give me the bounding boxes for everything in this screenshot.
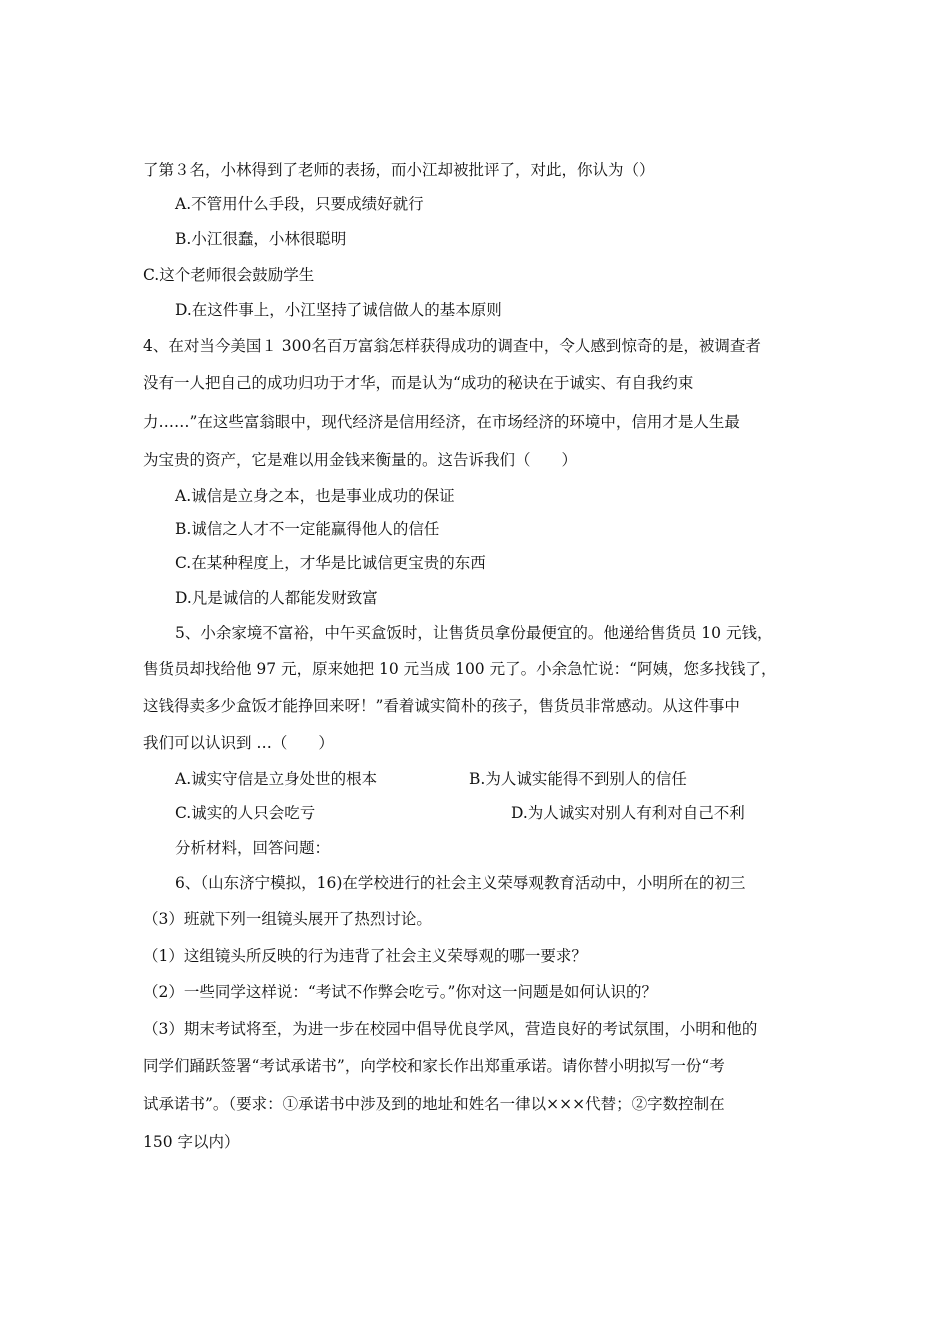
- q4-stem-line-2: 没有一人把自己的成功归功于才华，而是认为“成功的秘诀在于诚实、有自我约束: [143, 374, 694, 392]
- q6-sub-3-line-3: 试承诺书”。（要求：①承诺书中涉及到的地址和姓名一律以×××代替；②字数控制在: [143, 1095, 725, 1113]
- q3-option-b: B.小江很蠢，小林很聪明: [175, 230, 347, 248]
- q3-stem-tail: 了第３名，小林得到了老师的表扬，而小江却被批评了，对此，你认为（）: [143, 161, 655, 179]
- q6-sub-2: （2）一些同学这样说：“考试不作弊会吃亏。”你对这一问题是如何认识的？: [143, 983, 657, 1001]
- q4-stem-line-3: 力……”在这些富翁眼中，现代经济是信用经济，在市场经济的环境中，信用才是人生最: [143, 413, 740, 431]
- q4-stem-line-1: 4、在对当今美国１ 300名百万富翁怎样获得成功的调查中，令人感到惊奇的是，被调查者: [143, 337, 761, 355]
- q3-option-a: A.不管用什么手段，只要成绩好就行: [175, 195, 424, 213]
- q5-stem-line-4: 我们可以认识到 …（ ）: [143, 734, 334, 752]
- q5-option-c: C.诚实的人只会吃亏: [175, 804, 316, 822]
- q6-sub-3-line-1: （3）期末考试将至，为进一步在校园中倡导优良学风，营造良好的考试氛围，小明和他的: [143, 1020, 758, 1038]
- q4-option-c: C.在某种程度上，才华是比诚信更宝贵的东西: [175, 554, 486, 572]
- q6-stem-line-2: （3）班就下列一组镜头展开了热烈讨论。: [143, 910, 432, 928]
- q5-stem-line-1: 5、小余家境不富裕，中午买盒饭时，让售货员拿份最便宜的。他递给售货员 10 元钱，: [175, 624, 773, 642]
- q6-stem-line-1: 6、（山东济宁模拟，16)在学校进行的社会主义荣辱观教育活动中，小明所在的初三: [175, 874, 746, 892]
- q5-option-a: A.诚实守信是立身处世的根本: [175, 770, 378, 788]
- q5-option-d: D.为人诚实对别人有利对自己不利: [511, 804, 745, 822]
- q6-sub-3-line-2: 同学们踊跃签署“考试承诺书”，向学校和家长作出郑重承诺。请你替小明拟写一份“考: [143, 1057, 725, 1075]
- q5-stem-line-3: 这钱得卖多少盒饭才能挣回来呀！”看着诚实简朴的孩子，售货员非常感动。从这件事中: [143, 697, 740, 715]
- q4-option-b: B.诚信之人才不一定能赢得他人的信任: [175, 520, 440, 538]
- q4-stem-line-4: 为宝贵的资产，它是难以用金钱来衡量的。这告诉我们（ ）: [143, 451, 578, 469]
- q3-option-c: C.这个老师很会鼓励学生: [143, 266, 315, 284]
- section-title: 分析材料，回答问题：: [175, 839, 331, 857]
- q4-option-d: D.凡是诚信的人都能发财致富: [175, 589, 378, 607]
- q5-option-b: B.为人诚实能得不到别人的信任: [469, 770, 687, 788]
- q3-option-d: D.在这件事上，小江坚持了诚信做人的基本原则: [175, 301, 502, 319]
- q6-sub-3-line-4: 150 字以内）: [143, 1133, 240, 1151]
- q4-option-a: A.诚信是立身之本，也是事业成功的保证: [175, 487, 455, 505]
- q5-stem-line-2: 售货员却找给他 97 元，原来她把 10 元当成 100 元了。小余急忙说：“阿姨，您多找钱了，: [143, 660, 777, 678]
- q6-sub-1: （1）这组镜头所反映的行为违背了社会主义荣辱观的哪一要求？: [143, 947, 587, 965]
